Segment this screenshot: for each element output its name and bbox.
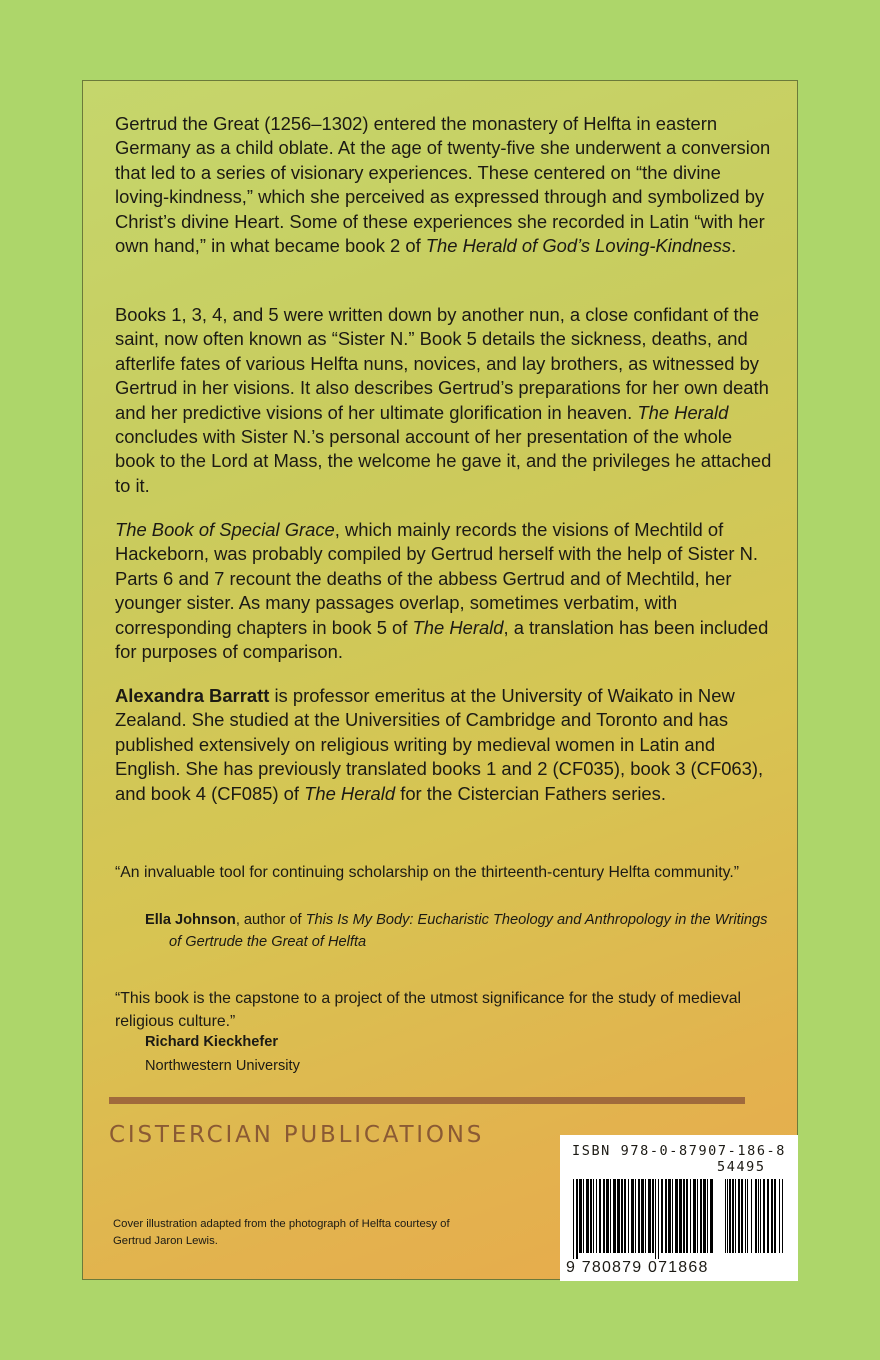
isbn-label: ISBN 978-0-87907-186-8 — [572, 1143, 787, 1159]
ean-number: 9 780879 071868 — [566, 1259, 709, 1276]
endorser-name: Ella Johnson — [145, 912, 236, 928]
author-bio: Alexandra Barratt is professor emeritus at the University of Waikato in New Zealand. She studied at the Universities of Cambridge and Toronto and has published extensively on religious writing by medieval women in Latin and English. She has previously translated books 1 and 2 (CF035), book 3 (CF063), and book 4 (CF085) of The Herald for the Cistercian Fathers series. — [115, 685, 764, 804]
barcode-addon-bar — [735, 1179, 736, 1253]
barcode-bars — [573, 1179, 785, 1259]
barcode-bar — [707, 1179, 708, 1253]
barcode-bar — [635, 1179, 636, 1253]
barcode-bar — [668, 1179, 671, 1253]
barcode-bar — [631, 1179, 634, 1253]
barcode-addon-bar — [729, 1179, 731, 1253]
barcode-bar — [658, 1179, 659, 1259]
barcode-bar — [613, 1179, 616, 1253]
barcode-addon-bar — [732, 1179, 734, 1253]
barcode-bar — [648, 1179, 651, 1253]
barcode-bar — [700, 1179, 702, 1253]
barcode-bar — [641, 1179, 644, 1253]
book-title: The Herald — [304, 782, 396, 804]
barcode-bar — [690, 1179, 691, 1253]
barcode-bar — [596, 1179, 597, 1253]
barcode-addon-bar — [767, 1179, 769, 1253]
barcode-bar — [576, 1179, 578, 1259]
barcode — [560, 1135, 798, 1281]
barcode-addon-bar — [782, 1179, 783, 1253]
barcode-addon-bar — [745, 1179, 746, 1253]
barcode-addon-bar — [727, 1179, 728, 1253]
barcode-addon-bar — [725, 1179, 726, 1253]
barcode-addon-bar — [774, 1179, 776, 1253]
barcode-bar — [617, 1179, 620, 1253]
barcode-addon-bar — [763, 1179, 765, 1253]
barcode-addon-bar — [771, 1179, 773, 1253]
description-paragraph-3: The Book of Special Grace, which mainly records the visions of Mechtild of Hackeborn, was probably compiled by Gertrud herself with the help of Sister N. Parts 6 and 7 recount the deaths of the abbess Gertrud and of Mechtild, her younger sister. As many passages overlap, sometimes verbatim, with corresponding chapters in book 5 of The Herald, a translation has been included for purposes of comparison. — [115, 519, 769, 663]
barcode-bar — [606, 1179, 609, 1253]
book-title: The Herald of God’s Loving-Kindness — [425, 235, 732, 257]
barcode-bar — [603, 1179, 605, 1253]
barcode-bar — [638, 1179, 640, 1253]
barcode-bar — [621, 1179, 623, 1253]
barcode-bar — [573, 1179, 574, 1259]
barcode-bar — [686, 1179, 688, 1253]
description-paragraph-2: Books 1, 3, 4, and 5 were written down by another nun, a close confidant of the saint, now often known as “Sister N.” Book 5 details the sickness, deaths, and afterlife fates of various Helfta nuns, novices, and lay brothers, as witnessed by Gertrud in her visions. It also describes Gertrud’s preparations for her own death and her predictive visions of her ultimate glorification in heaven. The Herald concludes with Sister N.’s personal account of her presentation of the whole book to the Lord at Mass, the welcome he gave it, and the privileges he attached to it. — [115, 304, 772, 496]
barcode-addon-bar — [758, 1179, 759, 1253]
barcode-bar — [586, 1179, 589, 1253]
publisher-name: CISTERCIAN PUBLICATIONS — [109, 1122, 485, 1148]
barcode-addon-bar — [760, 1179, 761, 1253]
barcode-bar — [672, 1179, 673, 1253]
endorsement-attribution-1: Ella Johnson, author of This Is My Body: Eucharistic Theology and Anthropology in the Writings of Gertrude the Great of Helfta — [145, 912, 768, 950]
barcode-bar — [710, 1179, 713, 1253]
barcode-bar — [593, 1179, 594, 1253]
barcode-bar — [645, 1179, 646, 1253]
barcode-bar — [693, 1179, 696, 1253]
barcode-bar — [624, 1179, 626, 1253]
barcode-addon-bar — [755, 1179, 757, 1253]
endorsement-quote-2: “This book is the capstone to a project of the utmost significance for the study of medieval religious culture.” — [115, 990, 742, 1030]
barcode-bar — [579, 1179, 582, 1253]
author-name: Alexandra Barratt — [115, 685, 270, 706]
barcode-addon-bar — [747, 1179, 748, 1253]
divider-rule — [109, 1097, 745, 1104]
barcode-bar — [610, 1179, 611, 1253]
book-title: The Herald — [412, 616, 504, 638]
endorsement-quote-1: “An invaluable tool for continuing scholarship on the thirteenth-century Helfta community.” — [115, 864, 740, 881]
endorser-affiliation: Northwestern University — [145, 1058, 300, 1074]
barcode-bar — [652, 1179, 654, 1253]
price-addon-code: 54495 — [717, 1159, 766, 1175]
barcode-bar — [679, 1179, 682, 1253]
barcode-addon-bar — [738, 1179, 740, 1253]
barcode-bar — [655, 1179, 656, 1259]
endorser-work: This Is My Body: Eucharistic Theology and Anthropology in the Writings of Gertrude the Great of Helfta — [169, 912, 768, 950]
barcode-bar — [661, 1179, 663, 1253]
cover-credit: Cover illustration adapted from the photograph of Helfta courtesy of Gertrud Jaron Lewis. — [113, 1218, 450, 1247]
barcode-bar — [590, 1179, 592, 1253]
barcode-bar — [628, 1179, 629, 1253]
book-title: The Book of Special Grace — [115, 519, 335, 540]
endorser-name: Richard Kieckhefer — [145, 1034, 279, 1050]
barcode-bar — [665, 1179, 667, 1253]
barcode-bar — [583, 1179, 584, 1253]
barcode-bar — [697, 1179, 698, 1253]
back-cover-panel — [82, 80, 798, 1280]
barcode-bar — [703, 1179, 706, 1253]
barcode-bar — [675, 1179, 678, 1253]
description-paragraph-1: Gertrud the Great (1256–1302) entered the monastery of Helfta in eastern Germany as a child oblate. At the age of twenty-five she underwent a conversion that led to a series of visionary experiences. These centered on “the divine loving-kindness,” which she perceived as expressed through and symbolized by Christ’s divine Heart. Some of these experiences she recorded in Latin “with her own hand,” in what became book 2 of The Herald of God’s Loving-Kindness. — [115, 113, 771, 257]
book-title: The Herald — [637, 401, 729, 423]
barcode-addon-bar — [751, 1179, 752, 1253]
barcode-addon-bar — [741, 1179, 743, 1253]
barcode-addon-bar — [779, 1179, 780, 1253]
barcode-bar — [683, 1179, 685, 1253]
barcode-bar — [599, 1179, 601, 1253]
